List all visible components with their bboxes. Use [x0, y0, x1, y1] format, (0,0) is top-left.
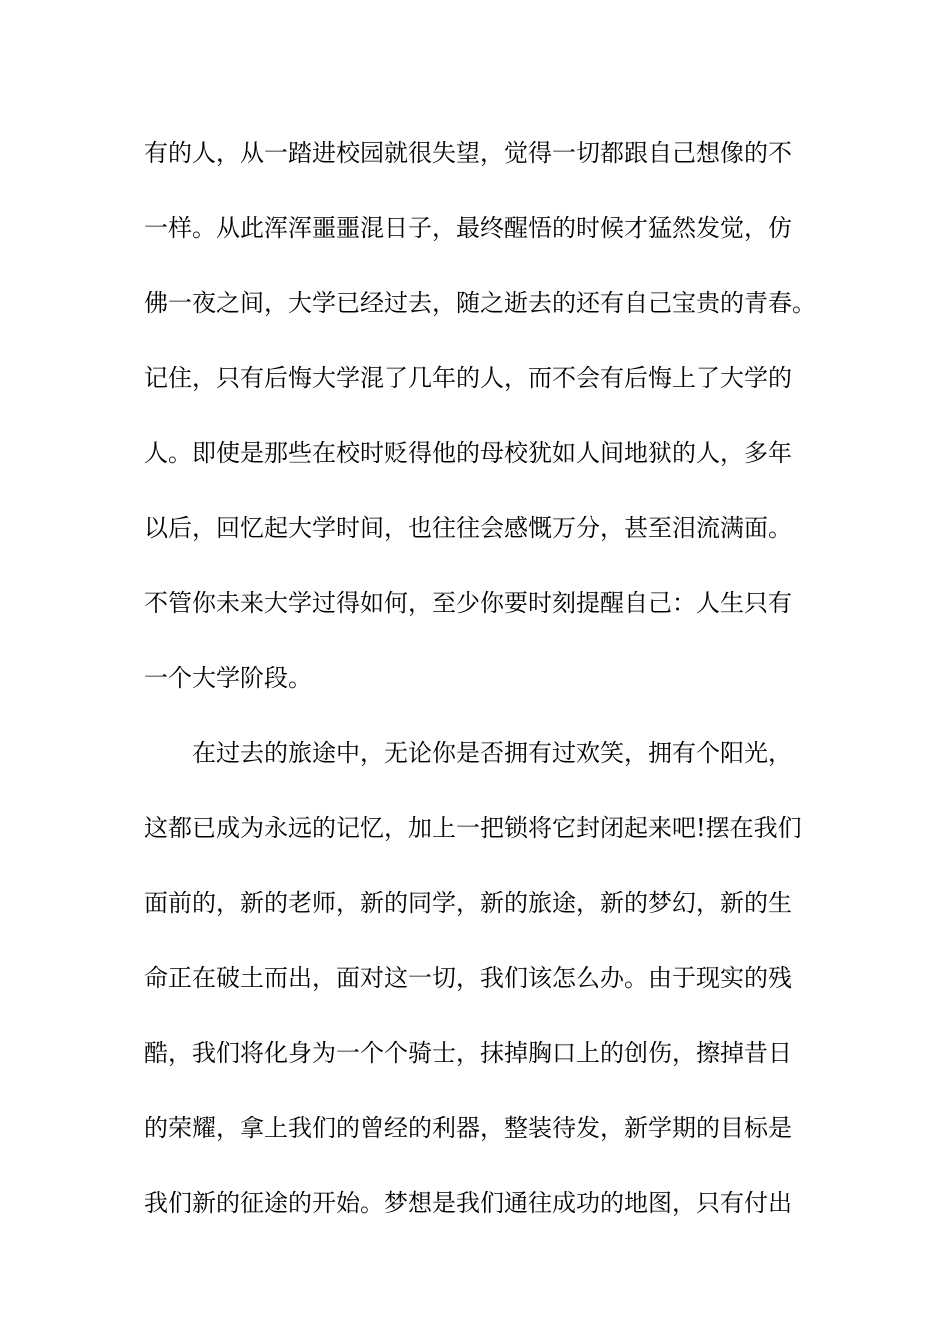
text-line: 有的人，从一踏进校园就很失望，觉得一切都跟自己想像的不 [144, 139, 792, 167]
text-line: 佛一夜之间，大学已经过去，随之逝去的还有自己宝贵的青春。 [144, 289, 816, 317]
text-line: 人。即使是那些在校时贬得他的母校犹如人间地狱的人，多年 [144, 439, 792, 467]
text-line: 的荣耀，拿上我们的曾经的利器，整装待发，新学期的目标是 [144, 1114, 792, 1142]
text-line: 面前的，新的老师，新的同学，新的旅途，新的梦幻，新的生 [144, 889, 792, 917]
body-text [144, 131, 844, 1256]
text-line: 以后，回忆起大学时间，也往往会感慨万分，甚至泪流满面。 [144, 514, 792, 542]
text-line: 一样。从此浑浑噩噩混日子，最终醒悟的时候才猛然发觉，仿 [144, 214, 792, 242]
text-line: 记住，只有后悔大学混了几年的人，而不会有后悔上了大学的 [144, 364, 792, 392]
paragraph-start-line: 在过去的旅途中，无论你是否拥有过欢笑，拥有个阳光， [192, 739, 792, 767]
text-line: 我们新的征途的开始。梦想是我们通往成功的地图，只有付出 [144, 1189, 792, 1217]
text-line: 这都已成为永远的记忆，加上一把锁将它封闭起来吧!摆在我们 [144, 814, 802, 842]
text-line: 酷，我们将化身为一个个骑士，抹掉胸口上的创伤，擦掉昔日 [144, 1039, 792, 1067]
text-line: 不管你未来大学过得如何，至少你要时刻提醒自己：人生只有 [144, 589, 792, 617]
text-line: 一个大学阶段。 [144, 664, 312, 692]
text-line: 命正在破土而出，面对这一切，我们该怎么办。由于现实的残 [144, 964, 792, 992]
